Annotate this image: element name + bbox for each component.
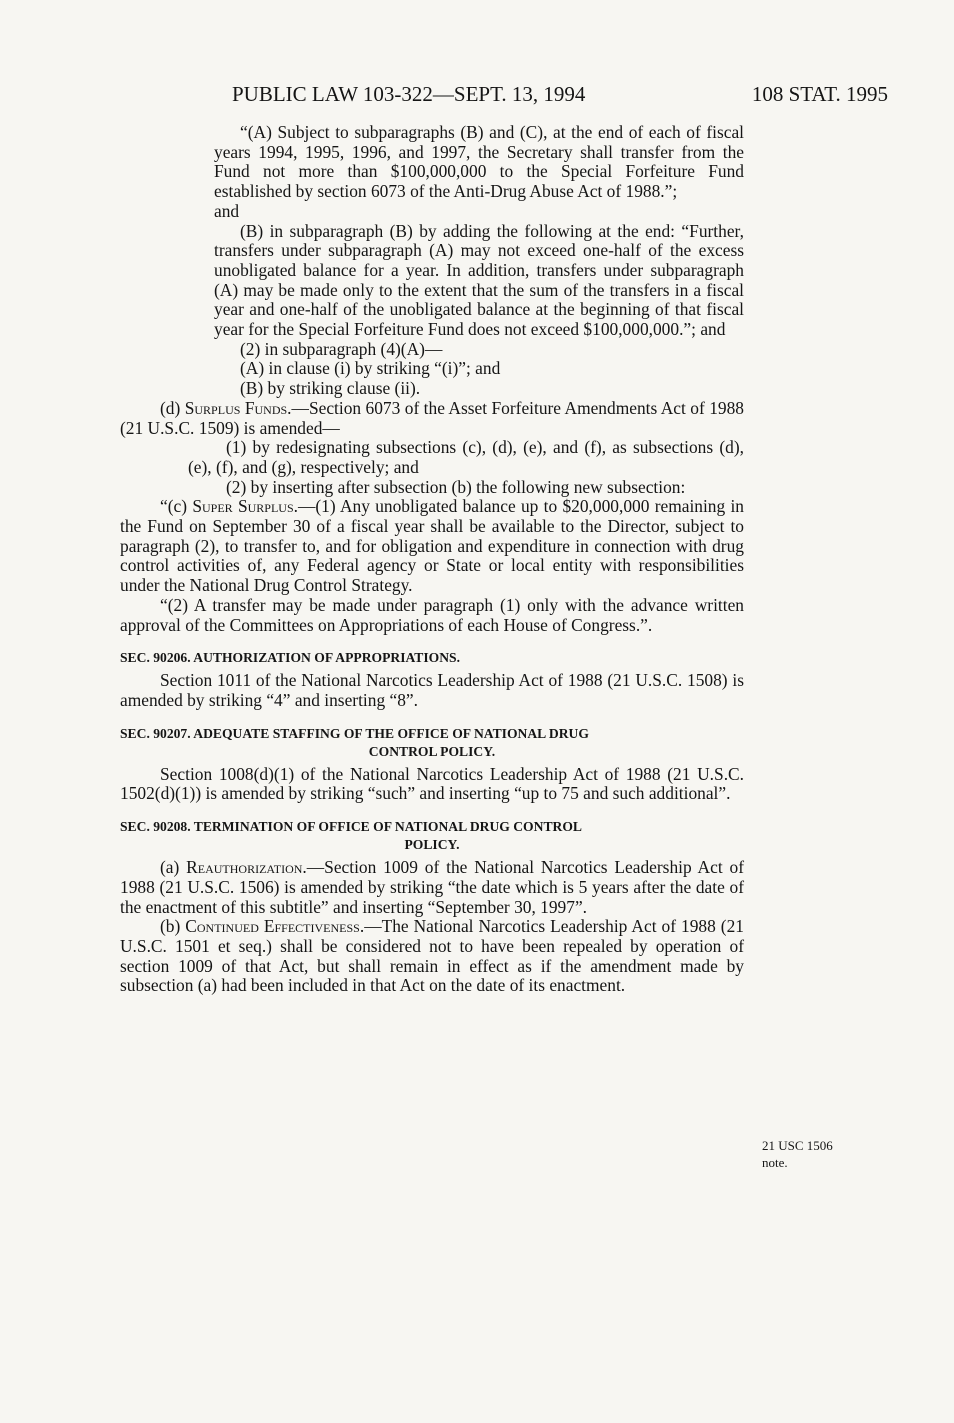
section-90206-heading: SEC. 90206. AUTHORIZATION OF APPROPRIATIONS. [120, 650, 461, 666]
subsection-c-text: —(1) Any unobligated balance up to $20,000,000 remaining in the Fund on September 30 of a fiscal year shall be available to the Director, subject to paragraph (2), to transfer to, and for obligation and expenditure in connection with drug control activities of, any Federal agency or State or local entity with responsibilities under the National Drug Control Strategy. [120, 496, 745, 596]
section-90208-heading-line2: POLICY. [404, 837, 460, 853]
section-90208-heading [120, 818, 744, 854]
subsection-d-label: (d) [160, 397, 185, 418]
margin-note-suffix: note. [762, 1155, 788, 1170]
section-90207-text: Section 1008(d)(1) of the National Narcotics Leadership Act of 1988 (21 U.S.C. 1502(d)(1)) is amended by striking “such” and inserting “up to 75 and such additional”. [120, 763, 744, 804]
subsection-c-label: “(c) [160, 496, 193, 517]
clause-b: (B) by striking clause (ii). [240, 378, 421, 399]
subsection-d-heading: Surplus Funds. [184, 397, 292, 418]
statute-page-number: 108 STAT. 1995 [751, 82, 888, 106]
margin-note [762, 1137, 833, 1171]
subsection-c [120, 497, 744, 596]
subsection-b-heading: Continued Effectiveness. [185, 916, 365, 937]
subsection-c-heading: Super Surplus. [192, 496, 298, 517]
paragraph-b: (B) in subparagraph (B) by adding the following at the end: “Further, transfers under subparagraph (A) may not exceed one-half of the excess unobligated balance for a year. In addition, transfers under subparagraph (A) may be made only to the extent that the sum of the transfers in a fiscal year and one-half of the unobligated balance at the beginning of that fiscal year for the Special Forfeiture Fund does not exceed $100,000,000.”; and [214, 220, 744, 340]
section-90208-heading-line1: SEC. 90208. TERMINATION OF OFFICE OF NATIONAL DRUG CONTROL [120, 819, 582, 835]
page-header [0, 82, 954, 112]
public-law-citation: PUBLIC LAW 103-322—SEPT. 13, 1994 [232, 82, 586, 106]
subsection-d-text: —Section 6073 of the Asset Forfeiture Amendments Act of 1988 (21 U.S.C. 1509) is amended— [120, 397, 744, 438]
subsection-b-label: (b) [160, 916, 186, 937]
paragraph-quoted-a: “(A) Subject to subparagraphs (B) and (C), at the end of each of fiscal years 1994, 1995, 1996, and 1997, the Secretary shall transfer from the Fund not more than $100,000,000 to the Special Forfeiture Fund established by section 6073 of the Anti-Drug Abuse Act of 1988.”; [214, 122, 744, 202]
section-90206-text: Section 1011 of the National Narcotics Leadership Act of 1988 (21 U.S.C. 1508) is amended by striking “4” and inserting “8”. [120, 670, 744, 710]
section-90207-heading-line2: CONTROL POLICY. [368, 743, 496, 759]
subsection-d [120, 399, 744, 438]
section-90208-subsection-a [120, 858, 744, 917]
subsection-a-label: (a) [160, 857, 187, 878]
subsection-d-2: (2) by inserting after subsection (b) the following new subsection: [226, 476, 686, 497]
subsection-a-text: —Section 1009 of the National Narcotics Leadership Act of 1988 (21 U.S.C. 1506) is amended by striking “the date which is 5 years after the date of the enactment of this subtitle” and inserting “September 30, 1997”. [120, 857, 744, 917]
section-90207-heading-line1: SEC. 90207. ADEQUATE STAFFING OF THE OFFICE OF NATIONAL DRUG [120, 725, 589, 741]
subsection-a-heading: Reauthorization. [186, 857, 307, 878]
section-90207-heading [120, 725, 744, 761]
clause-a: (A) in clause (i) by striking “(i)”; and [240, 358, 501, 379]
subsection-d-1: (1) by redesignating subsections (c), (d), (e), and (f), as subsections (d), (e), (f), and (g), respectively; and [188, 437, 744, 477]
margin-note-citation: 21 USC 1506 [762, 1138, 833, 1153]
section-90208-subsection-b [120, 917, 744, 996]
subsection-b-text: —The National Narcotics Leadership Act of 1988 (21 U.S.C. 1501 et seq.) shall be considered not to have been repealed by operation of section 1009 of that Act, but shall remain in effect as if the amendment made by subsection (a) had been included in that Act on the date of its enactment. [120, 916, 744, 996]
body-text [120, 123, 744, 996]
paragraph-2: (2) in subparagraph (4)(A)— [240, 338, 443, 359]
paragraph-and: and [214, 200, 240, 221]
subsection-c-2: “(2) A transfer may be made under paragraph (1) only with the advance written approval of the Committees on Appropriations of each House of Congress.”. [120, 594, 744, 635]
